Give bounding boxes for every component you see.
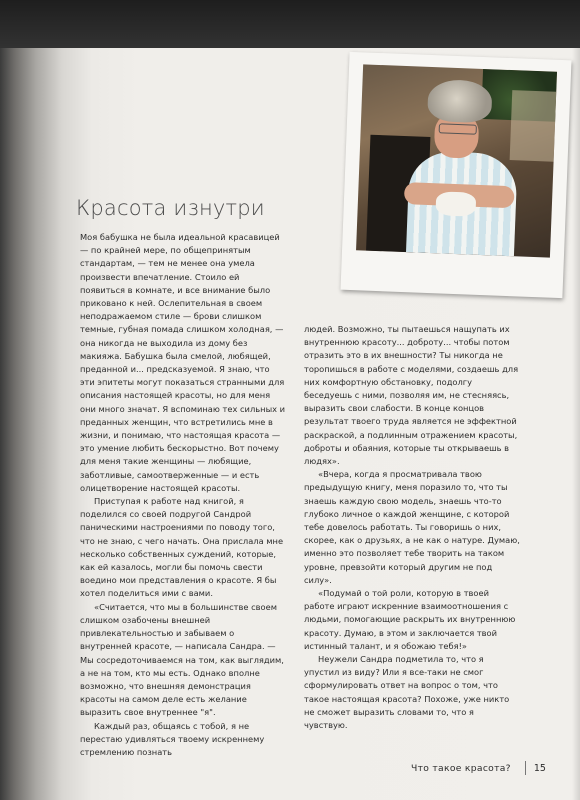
polaroid-photo <box>341 52 572 298</box>
section-heading: Красота изнутри <box>76 196 265 220</box>
scan-top-edge <box>0 0 580 50</box>
left-text-column <box>80 231 286 759</box>
paragraph: «Считается, что мы в большинстве своем слишком озабочены внешней привлекательностью и забываем о внутренней красоте, — написала Сандра. — Мы сосредоточиваемся на том, как выглядим, а не на том, кто мы есть. Однако вполне возможно, что внешняя демонстрация красоты на самом деле есть желание выразить свое внутреннее "я". <box>80 601 284 718</box>
glasses-shape <box>439 123 477 134</box>
paragraph: «Подумай о той роли, которую в твоей работе играют искренние взаимоотношения с людьми, помогающие раскрыть их внутреннюю красоту. Думаю, в этом и заключается твой истинный талант, и я обожаю тебя!» <box>304 588 516 651</box>
grandmother-photo <box>356 64 557 257</box>
knitting-shape <box>435 191 476 217</box>
window-shape <box>510 90 557 162</box>
paragraph: Моя бабушка не была идеальной красавицей — по крайней мере, по общепринятым стандартам, — тем не менее она умела произвести впечатление. Стоило ей появиться в комнате, и все внимание было приковано к ней. Ослепительная в своем неподражаемом стиле — брови слишком темные, губная помада слишком холодная, — она никогда не выходила из дому без макияжа. Бабушка была смелой, любящей, преданной и... предсказуемой. Я знаю, что эти эпитеты могут показаться странными для описания настоящей красоты, но для меня они много значат. Я вспоминаю тех сильных и преданных женщин, что встретились мне в жизни, и понимаю, что настоящая красота — это умение любить бескорыстно. Вот почему для меня такие женщины — любящие, заботливые, самоотверженные — и есть олицетворение настоящей красоты. <box>80 232 286 493</box>
paragraph: Каждый раз, общаясь с тобой, я не перестаю удивляться твоему искреннему стремлению познать <box>80 720 265 757</box>
right-text-column <box>304 323 520 732</box>
page-footer <box>411 760 546 776</box>
paragraph: «Вчера, когда я просматривала твою предыдущую книгу, меня поразило то, что ты знаешь каждую свою модель, знаешь что-то глубоко личное о каждой женщине, с которой тебе довелось работать. Ты говоришь о них, скорее, как о друзьях, а не как о натуре. Думаю, именно это позволяет тебе творить на таком уровне, превзойти который другим не под силу». <box>304 469 520 585</box>
page-edge-shadow <box>572 48 580 800</box>
running-title: Что такое красота? <box>411 762 511 774</box>
footer-divider <box>525 761 526 775</box>
paragraph: Приступая к работе над книгой, я поделился со своей подругой Сандрой паническими настроениями по поводу того, что не знаю, с чего начать. Она прислала мне несколько собственных суждений, которые, как ей казалось, могли бы помочь свести воедино мои представления о красоте. Я бы хотел поделиться ими с вами. <box>80 496 284 599</box>
paragraph: Неужели Сандра подметила то, что я упустил из виду? Или я все-таки не смог сформулировать ответ на вопрос о том, что такое настоящая красота? Похоже, уже никто не сможет выразить словами то, что я чувствую. <box>304 654 510 731</box>
page-number: 15 <box>533 762 546 774</box>
paragraph: людей. Возможно, ты пытаешься нащупать их внутреннюю красоту... доброту... чтобы потом отразить это в их внешности? Ты никогда не торопишься в работе с моделями, создаешь для них комфортную обстановку, подолгу беседуешь с ними, позволяя им, не стесняясь, выразить свои слабости. В конце концов результат твоего труда является не эффектной раскраской, а подлинным отражением красоты, доброты и обаяния, которые ты открываешь в людях». <box>304 324 519 467</box>
